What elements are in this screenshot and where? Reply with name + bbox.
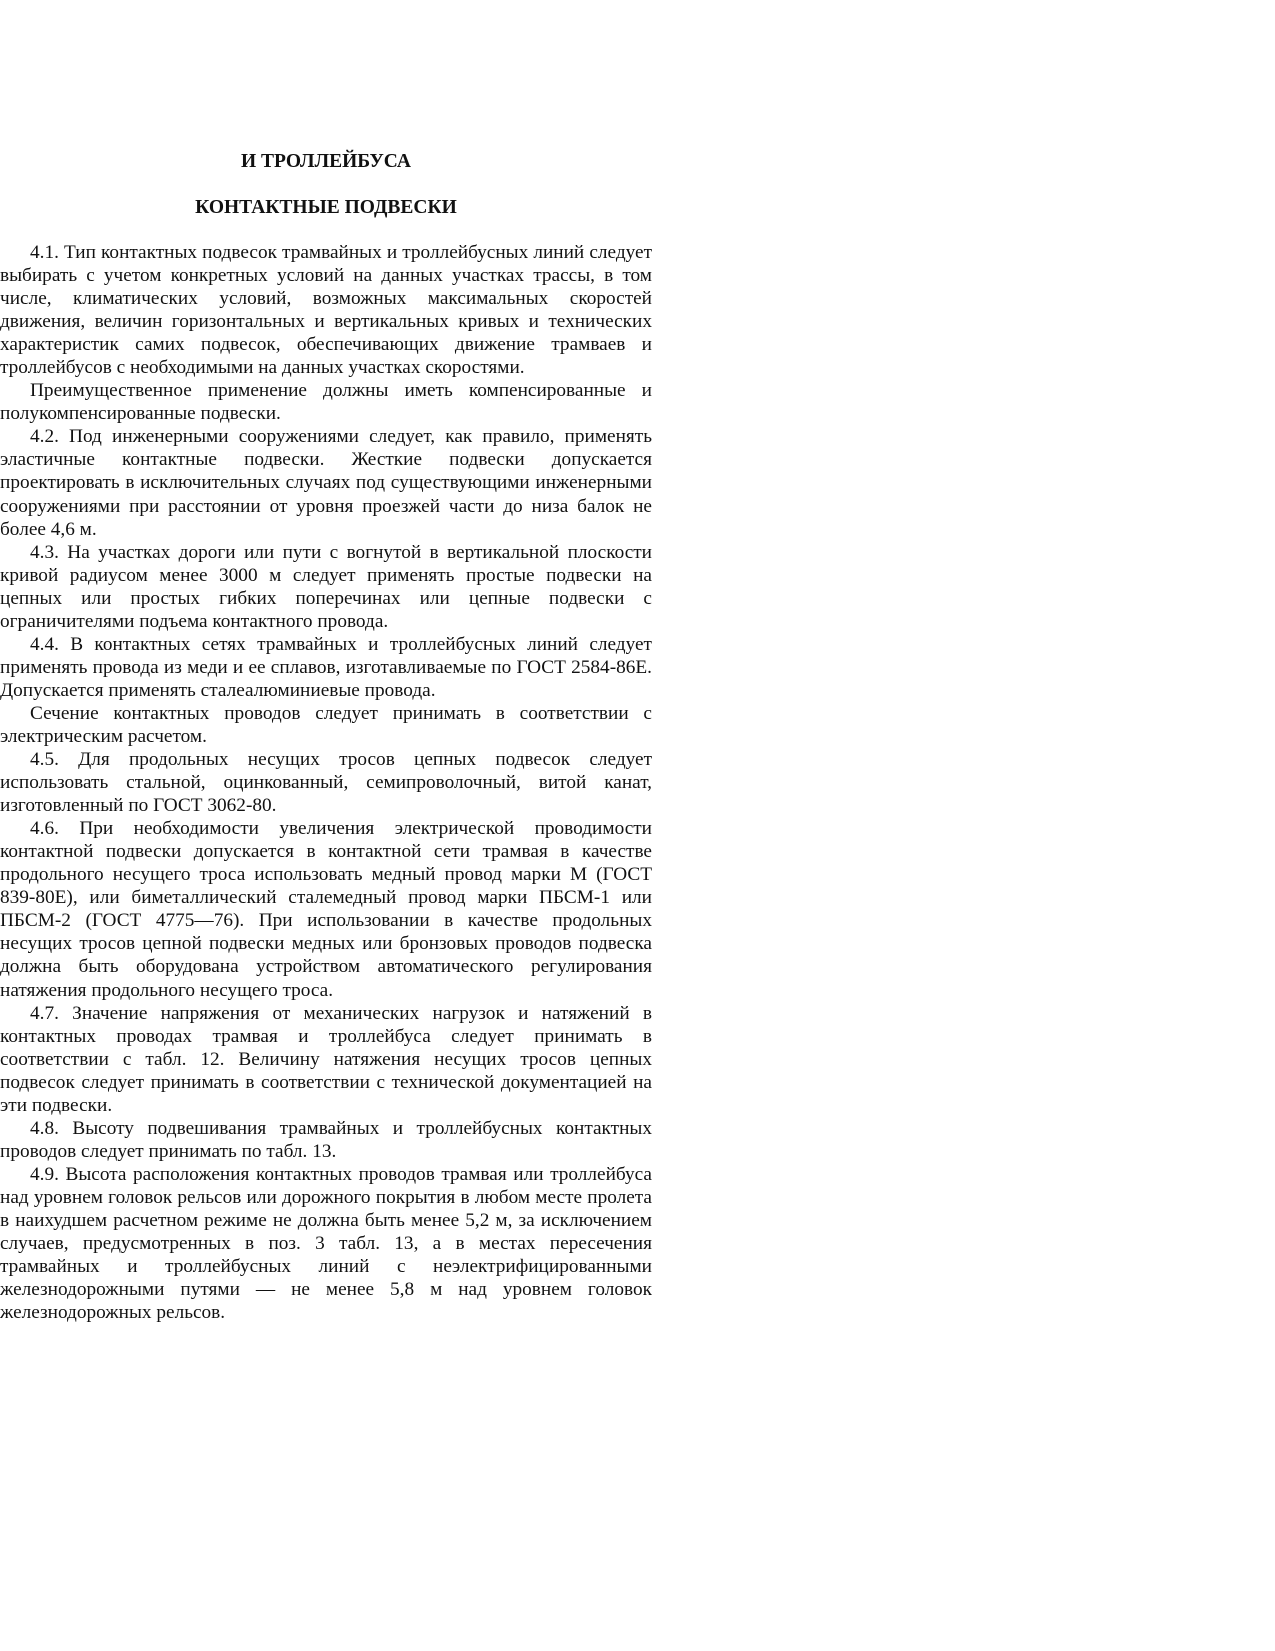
- paragraph-4-1-note: Преимущественное применение должны иметь компенсированные и полукомпенсированные подвески.: [0, 380, 652, 425]
- paragraph-4-7: 4.7. Значение напряжения от механических нагрузок и натяжений в контактных проводах трамвая и троллейбуса следует принимать в соответствии с табл. 12. Величину натяжения несущих тросов цепных подвесок следует принимать в соответствии с технической документацией на эти подвески.: [0, 1002, 652, 1116]
- paragraph-4-4-note: Сечение контактных проводов следует принимать в соответствии с электрическим расчетом.: [0, 702, 652, 747]
- section-heading-line1: И ТРОЛЛЕЙБУСА: [241, 151, 411, 172]
- paragraph-4-3: 4.3. На участках дороги или пути с вогнутой в вертикальной плоскости кривой радиусом менее 3000 м следует применять простые подвески на цепных или простых гибких поперечинах или цепные подвески с ограничителями подъема контактного провода.: [0, 541, 652, 632]
- paragraph-4-6: 4.6. При необходимости увеличения электрической проводимости контактной подвески допускается в контактной сети трамвая в качестве продольного несущего троса использовать медный провод марки М (ГОСТ 839-80Е), или биметаллический сталемедный провод марки ПБСМ-1 или ПБСМ-2 (ГОСТ 4775—76). При использовании в качестве продольных несущих тросов цепной подвески медных или бронзовых проводов подвеска должна быть оборудована устройством автоматического регулирования натяжения продольного несущего троса.: [0, 818, 652, 1001]
- paragraph-4-1: 4.1. Тип контактных подвесок трамвайных и троллейбусных линий следует выбирать с учетом конкретных условий на данных участках трассы, в том числе, климатических условий, возможных максимальных скоростей движения, величин горизонтальных и вертикальных кривых и технических характеристик самих подвесок, обеспечивающих движение трамваев и троллейбусов с необходимыми на данных участках скоростями.: [0, 242, 652, 379]
- document-body: [0, 241, 652, 1324]
- paragraph-4-4: 4.4. В контактных сетях трамвайных и троллейбусных линий следует применять провода из меди и ее сплавов, изготавливаемые по ГОСТ 2584-86Е. Допускается применять сталеалюминиевые провода.: [0, 633, 652, 701]
- paragraph-4-2: 4.2. Под инженерными сооружениями следует, как правило, применять эластичные контактные подвески. Жесткие подвески допускается проектировать в исключительных случаях под существующими инженерными сооружениями при расстоянии от уровня проезжей части до низа балок не более 4,6 м.: [0, 426, 652, 540]
- section-heading-line2: КОНТАКТНЫЕ ПОДВЕСКИ: [195, 197, 457, 218]
- paragraph-4-5: 4.5. Для продольных несущих тросов цепных подвесок следует использовать стальной, оцинкованный, семипроволочный, витой канат, изготовленный по ГОСТ 3062-80.: [0, 749, 652, 817]
- paragraph-4-8: 4.8. Высоту подвешивания трамвайных и троллейбусных контактных проводов следует принимать по табл. 13.: [0, 1117, 652, 1162]
- paragraph-4-9: 4.9. Высота расположения контактных проводов трамвая или троллейбуса над уровнем головок рельсов или дорожного покрытия в любом месте пролета в наихудшем расчетном режиме не должна быть менее 5,2 м, за исключением случаев, предусмотренных в поз. 3 табл. 13, а в местах пересечения трамвайных и троллейбусных линий с неэлектрифицированными железнодорожными путями — не менее 5,8 м над уровнем головок железнодорожных рельсов.: [0, 1163, 652, 1324]
